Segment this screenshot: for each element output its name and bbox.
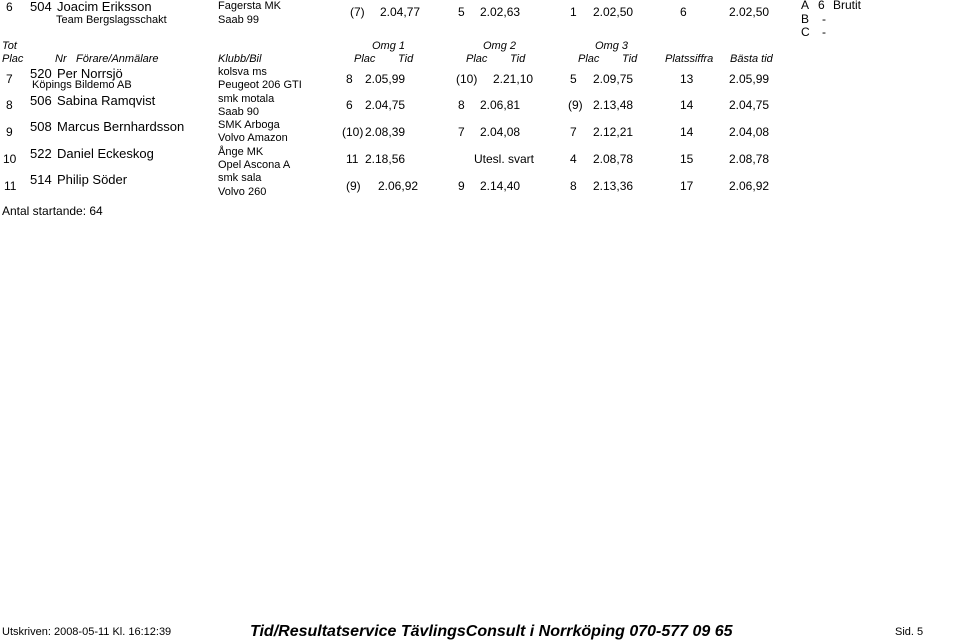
row-nr: 508 [30,119,52,134]
row-basta-tid: 2.04,75 [729,98,770,112]
header-nr: Nr [55,53,67,65]
r3-plac: 1 [570,5,577,19]
row-club: SMK Arboga [218,119,280,131]
r1-tid: 2.04,77 [380,5,421,19]
r1-plac: 11 [346,152,359,166]
legend-c-value: - [822,25,826,39]
printed-timestamp: Utskriven: 2008-05-11 Kl. 16:12:39 [2,626,172,638]
row-driver: Philip Söder [57,172,128,187]
header-platssiffra: Platssiffra [665,53,714,65]
r1-tid: 2.06,92 [378,179,419,193]
row-place: 8 [6,98,13,112]
header-basta-tid: Bästa tid [730,53,773,65]
antal-startande: Antal startande: 64 [2,204,103,218]
row-platssiffra: 14 [680,98,694,112]
row-car: Opel Ascona A [218,159,291,171]
header-plac: Plac [2,53,24,65]
r1-plac: 6 [346,98,353,112]
legend-a-value: 6 [818,0,825,12]
r2-plac: 8 [458,98,465,112]
row-nr: 506 [30,93,52,108]
row-place: 11 [4,179,17,193]
service-credit: Tid/Resultatservice TävlingsConsult i Norrköping 070-577 09 65 [250,623,733,640]
row-driver: Per Norrsjö [57,66,123,81]
row-nr: 514 [30,172,52,187]
r3-plac: 7 [570,125,577,139]
row-place: 10 [3,152,17,166]
row-basta-tid: 2.05,99 [729,72,770,86]
row-driver: Sabina Ramqvist [57,93,156,108]
row-basta-tid: 2.08,78 [729,152,770,166]
r3-tid: 2.12,21 [593,125,634,139]
row-club: Ånge MK [218,146,264,158]
header-plac1: Plac [354,53,376,65]
row-team: Team Bergslagsschakt [56,14,167,26]
r3-tid: 2.13,48 [593,98,634,112]
row-car: Saab 99 [218,14,259,26]
row-car: Peugeot 206 GTI [218,79,302,91]
row-basta-tid: 2.04,08 [729,125,770,139]
header-tot: Tot [2,40,17,52]
r2-plac: 9 [458,179,465,193]
r2-tid: 2.21,10 [493,72,534,86]
row-nr: 522 [30,146,52,161]
row-platssiffra: 15 [680,152,694,166]
r2-tid: 2.06,81 [480,98,521,112]
r2-plac: 5 [458,5,465,19]
r1-tid: 2.05,99 [365,72,406,86]
row-place: 9 [6,125,13,139]
header-tid3: Tid [622,53,638,65]
header-plac3: Plac [578,53,600,65]
header-tid2: Tid [510,53,526,65]
r1-plac: (7) [350,5,365,19]
header-omg2: Omg 2 [483,40,517,52]
row-driver: Daniel Eckeskog [57,146,154,161]
row-basta-tid: 2.06,92 [729,179,770,193]
header-omg1: Omg 1 [372,40,406,52]
r2-tid: 2.14,40 [480,179,521,193]
row-platssiffra: 14 [680,125,694,139]
row-club: smk sala [218,172,262,184]
row-platssiffra: 17 [680,179,694,193]
r1-tid: 2.08,39 [365,125,406,139]
r1-plac: (9) [346,179,361,193]
r3-tid: 2.08,78 [593,152,634,166]
row-platssiffra: 6 [680,5,687,19]
row-team: Köpings Bildemo AB [32,79,132,91]
r3-tid: 2.13,36 [593,179,634,193]
r2-tid: 2.04,08 [480,125,521,139]
r2-tid: Utesl. svart [474,152,535,166]
row-car: Volvo Amazon [218,132,288,144]
header-tid1: Tid [398,53,414,65]
header-klubb: Klubb/Bil [218,53,262,65]
r1-tid: 2.04,75 [365,98,406,112]
r3-plac: 4 [570,152,577,166]
row-car: Saab 90 [218,106,259,118]
legend-b-letter: B [801,12,810,26]
r3-tid: 2.02,50 [593,5,634,19]
r2-tid: 2.02,63 [480,5,521,19]
row-nr: 504 [30,0,52,14]
r3-plac: (9) [568,98,583,112]
row-club: Fagersta MK [218,0,281,12]
header-forare: Förare/Anmälare [76,53,159,65]
row-platssiffra: 13 [680,72,694,86]
legend-b-value: - [822,12,826,26]
legend-a-text: Brutit [833,0,862,12]
row-driver: Joacim Eriksson [57,0,152,14]
page-number: Sid. 5 [895,626,924,638]
r2-plac: (10) [456,72,478,86]
r2-plac: 7 [458,125,465,139]
r3-tid: 2.09,75 [593,72,634,86]
r3-plac: 5 [570,72,577,86]
row-club: smk motala [218,93,275,105]
header-omg3: Omg 3 [595,40,629,52]
r1-plac: 8 [346,72,353,86]
row-nr: 520 [30,66,52,81]
row-car: Volvo 260 [218,186,267,198]
legend-a-letter: A [801,0,810,12]
row-club: kolsva ms [218,66,267,78]
row-place: 7 [6,72,13,86]
legend-c-letter: C [801,25,810,39]
header-plac2: Plac [466,53,488,65]
row-basta-tid: 2.02,50 [729,5,770,19]
r1-plac: (10) [342,125,364,139]
row-driver: Marcus Bernhardsson [57,119,185,134]
row-place: 6 [6,0,13,14]
r3-plac: 8 [570,179,577,193]
r1-tid: 2.18,56 [365,152,406,166]
